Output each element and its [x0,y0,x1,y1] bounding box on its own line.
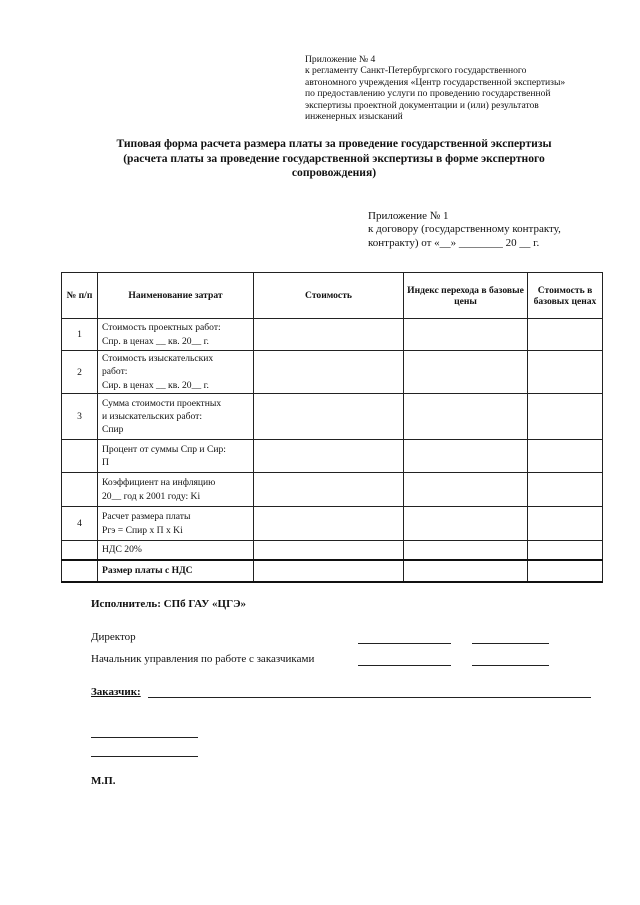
row-number: 3 [62,394,98,440]
director-signature-line[interactable] [358,643,451,644]
appendix-4-line: к регламенту Санкт-Петербургского государственного [305,65,527,77]
cost-cell[interactable] [254,440,404,473]
table-row [62,440,603,473]
cost-cell[interactable] [254,473,404,507]
header-cost: Стоимость [254,273,404,319]
appendix-4-line: автономного учреждения «Центр государственной экспертизы» [305,76,566,88]
base-cost-cell[interactable] [528,541,603,560]
row-name-line: Спир [102,424,124,436]
appendix-1-line: контракту) от «__» ________ 20 __ г. [368,236,540,249]
table-row [62,394,603,440]
client-head-signature-line[interactable] [358,665,451,666]
customer-label: Заказчик: [91,686,141,698]
row-name-line: Расчет размера платы [102,511,191,523]
base-cost-cell[interactable] [528,507,603,541]
base-cost-cell[interactable] [528,351,603,394]
index-cell[interactable] [404,473,528,507]
index-cell[interactable] [404,351,528,394]
base-cost-cell[interactable] [528,394,603,440]
customer-name-line[interactable] [148,697,591,698]
row-name [98,394,254,440]
header-cost-name: Наименование затрат [98,273,254,319]
client-head-label: Начальник управления по работе с заказчиками [91,653,315,665]
cost-cell[interactable] [254,319,404,351]
row-number [62,541,98,560]
base-cost-cell[interactable] [528,560,603,582]
index-cell[interactable] [404,507,528,541]
title-line: (расчета платы за проведение государственной экспертизы в форме экспертного [123,151,545,165]
row-name-line: Процент от суммы Спр и Сир: [102,443,226,455]
table-row [62,507,603,541]
row-name [98,507,254,541]
table-row [62,473,603,507]
row-name-line: Ргэ = Спир х П х Ki [102,524,183,536]
seal-label: М.П. [91,775,116,787]
appendix-4-line: экспертизы проектной документации и (или) результатов [305,99,539,111]
row-number: 2 [62,351,98,394]
row-number [62,560,98,582]
executor-label: Исполнитель: СПб ГАУ «ЦГЭ» [91,598,247,610]
director-label: Директор [91,631,136,643]
header-index: Индекс перехода в базовые цены [404,273,528,319]
index-cell[interactable] [404,541,528,560]
appendix-1-line: Приложение № 1 [368,210,449,222]
title-line: сопровождения) [291,166,377,180]
row-name-line: Стоимость проектных работ: [102,322,221,334]
row-name-line: НДС 20% [102,544,142,556]
director-name-line[interactable] [472,643,549,644]
cost-cell[interactable] [254,560,404,582]
row-name [98,440,254,473]
base-cost-cell[interactable] [528,319,603,351]
row-number: 1 [62,319,98,351]
customer-signature-line-2[interactable] [91,756,198,757]
row-name [98,319,254,351]
row-name [98,541,254,560]
appendix-4-line: по предоставлению услуги по проведению государственной [305,88,551,100]
cost-cell[interactable] [254,351,404,394]
row-name-line: и изыскательских работ: [102,411,203,423]
index-cell[interactable] [404,560,528,582]
row-name-line: П [102,457,109,469]
index-cell[interactable] [404,319,528,351]
appendix-1-header [368,210,618,250]
base-cost-cell[interactable] [528,440,603,473]
table-total-row [62,560,603,582]
header-base-cost: Стоимость в базовых ценах [528,273,603,319]
base-cost-cell[interactable] [528,473,603,507]
table-row [62,351,603,394]
title-line: Типовая форма расчета размера платы за проведение государственной экспертизы [116,137,552,150]
row-name-line: Сумма стоимости проектных [102,397,222,409]
appendix-4-line: инженерных изысканий [305,111,403,123]
total-label: Размер платы с НДС [98,560,254,582]
table-row [62,319,603,351]
cost-cell[interactable] [254,507,404,541]
row-name-line: Спр. в ценах __ кв. 20__ г. [102,335,209,347]
header-number: № п/п [62,273,98,319]
index-cell[interactable] [404,440,528,473]
row-name-line: работ: [102,366,128,378]
row-number [62,440,98,473]
row-number: 4 [62,507,98,541]
row-name-line: Сир. в ценах __ кв. 20__ г. [102,379,209,391]
customer-signature-line-1[interactable] [91,737,198,738]
cost-cell[interactable] [254,394,404,440]
appendix-4-header [305,54,605,122]
row-name [98,351,254,394]
table-header-row [62,273,603,319]
fee-calculation-table [61,272,603,583]
client-head-name-line[interactable] [472,665,549,666]
appendix-4-line: Приложение № 4 [305,54,376,65]
row-name-line: Коэффициент на инфляцию [102,477,216,489]
document-title [80,137,588,181]
table-row [62,541,603,560]
row-name-line: Стоимость изыскательских [102,353,214,364]
row-name [98,473,254,507]
row-number [62,473,98,507]
index-cell[interactable] [404,394,528,440]
cost-cell[interactable] [254,541,404,560]
appendix-1-line: к договору (государственному контракту, [368,223,561,236]
row-name-line: 20__ год к 2001 году: Ki [102,490,201,502]
